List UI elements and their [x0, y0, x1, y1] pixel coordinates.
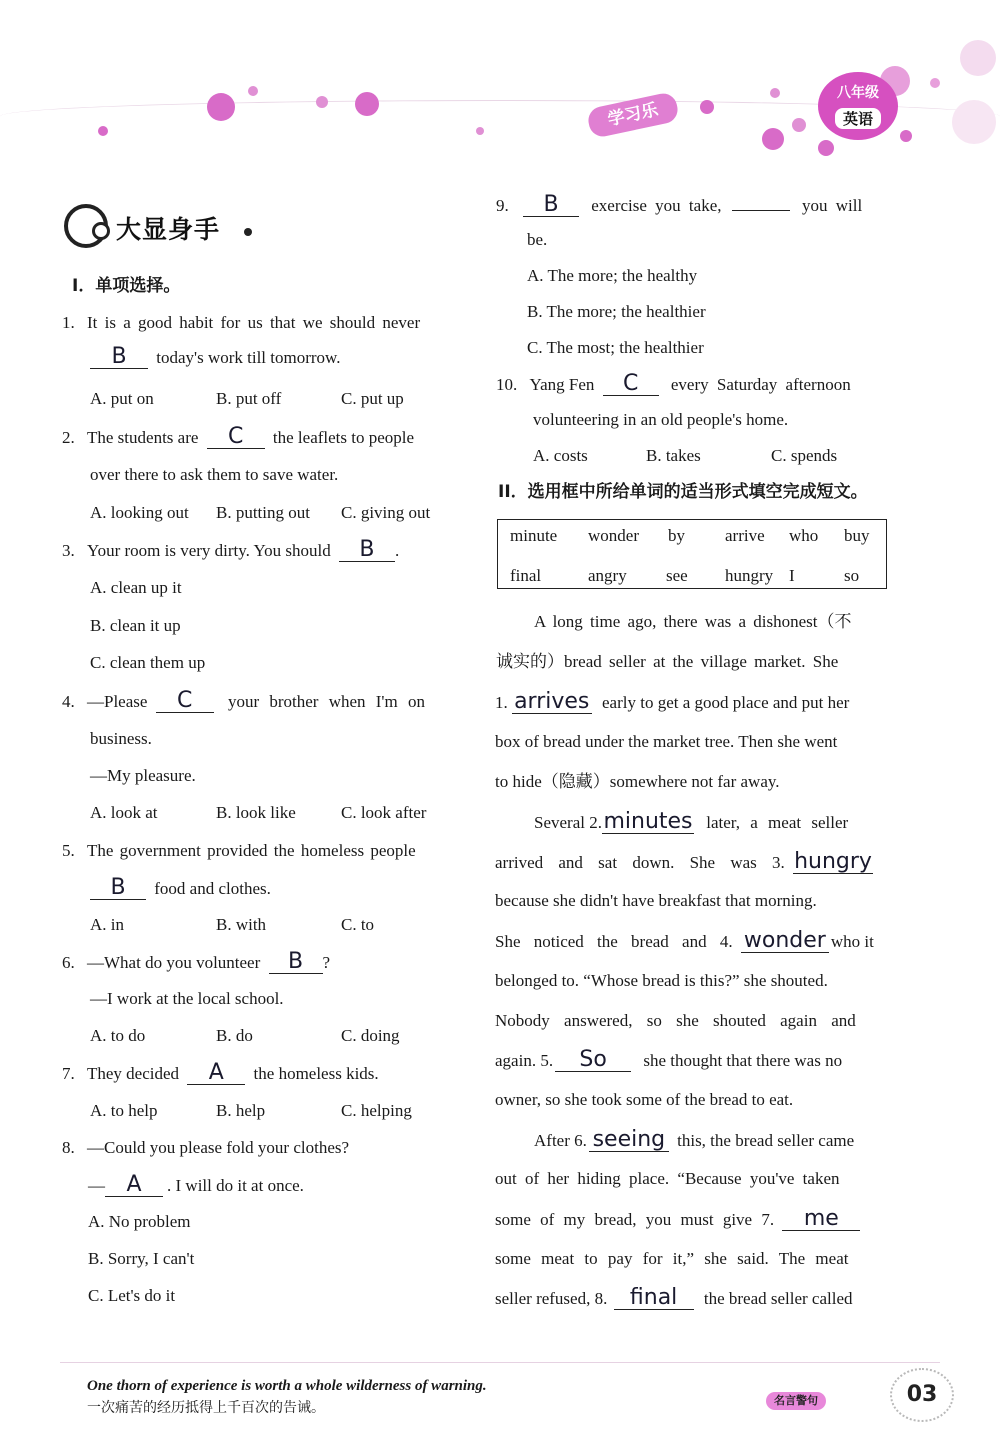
q3-answer-blank [339, 537, 395, 562]
passage-line-3-after: early to get a good place and put her [602, 693, 850, 712]
q4-number: 4. [62, 692, 75, 711]
q9-line2: be. [527, 230, 548, 249]
q3-number: 3. [62, 541, 75, 560]
q3-line1 [62, 537, 400, 562]
q5-option-b: B. with [216, 915, 267, 934]
q10-answer: C [622, 371, 639, 396]
passage-line-16 [495, 1206, 860, 1231]
passage-line-18 [495, 1285, 853, 1310]
footer-quote-cn: 一次痛苦的经历抵得上千百次的告诫。 [87, 1401, 325, 1416]
q7-option-b: B. help [216, 1101, 266, 1120]
q1-line1 [62, 313, 420, 333]
answer-1: arrives [514, 689, 590, 714]
page-number: 03 [906, 1382, 938, 1407]
q5-answer: B [110, 875, 126, 900]
q1-after: today's work till tomorrow. [156, 348, 341, 367]
q10-line1 [496, 371, 851, 396]
q5-number: 5. [62, 841, 75, 860]
q9-second-blank [732, 210, 790, 211]
passage-line-12-after: she thought that there was no [643, 1051, 843, 1070]
q3-after: . [394, 541, 400, 560]
q1-answer-blank [90, 344, 148, 369]
q8-prefix: — [88, 1176, 105, 1195]
decor-dot [762, 128, 784, 150]
q6-line2: —I work at the local school. [90, 989, 284, 1008]
q10-answer-blank [603, 371, 659, 396]
word-hungry: hungry [725, 566, 774, 585]
blank1 [512, 689, 592, 714]
q9-answer: B [543, 192, 559, 217]
blank4 [741, 928, 829, 953]
q8-answer: A [126, 1172, 142, 1197]
q6-answer: B [287, 949, 304, 974]
passage-line-12-before: again. 5. [495, 1051, 554, 1070]
blank5 [555, 1047, 631, 1072]
blank6 [589, 1127, 669, 1152]
q9-option-b: B. The more; the healthier [527, 302, 706, 321]
decor-dot [98, 126, 108, 136]
q8-line2 [88, 1172, 304, 1197]
q2-answer: C [227, 424, 244, 449]
badge-subject: 英语 [835, 108, 881, 129]
q2-answer-blank [207, 424, 265, 449]
q8-option-c: C. Let's do it [88, 1286, 176, 1305]
part2-title: II．选用框中所给单词的适当形式填空完成短文。 [498, 482, 868, 502]
passage-line-6-after: later, a meat seller [706, 813, 849, 832]
q1-option-a: A. put on [90, 389, 154, 408]
q6-before: —What do you volunteer [87, 953, 261, 972]
passage-line-17: some meat to pay for it,” she said. The meat [495, 1249, 849, 1268]
passage-line-14-after: this, the bread seller came [677, 1131, 855, 1150]
blank8 [614, 1285, 694, 1310]
word-final: final [510, 566, 542, 585]
q2-after: the leaflets to people [272, 428, 415, 447]
q5-option-a: A. in [90, 915, 124, 934]
q5-line1 [62, 841, 416, 861]
q10-option-b: B. takes [646, 446, 701, 465]
passage-line-13: owner, so she took some of the bread to eat. [495, 1090, 794, 1109]
q9-option-a: A. The more; the healthy [527, 266, 698, 285]
decor-dot [476, 127, 484, 135]
word-who: who [789, 526, 819, 545]
answer-5: So [579, 1047, 607, 1072]
answer-4: wonder [743, 928, 826, 953]
q6-option-b: B. do [216, 1026, 253, 1045]
word-box [497, 519, 887, 589]
passage-line-9-before: She noticed the bread and 4. [495, 932, 733, 951]
q10-option-c: C. spends [771, 446, 838, 465]
part1-title: I．单项选择。 [72, 276, 181, 296]
q9-after: you will [802, 196, 863, 215]
q1-number: 1. [62, 313, 75, 332]
q9-line1 [496, 192, 863, 217]
q1-line2 [90, 344, 341, 369]
q4-before: —Please [87, 692, 148, 711]
q8-stem: —Could you please fold your clothes? [87, 1138, 350, 1157]
q7-number: 7. [62, 1064, 75, 1083]
q1-option-b: B. put off [216, 389, 282, 408]
q1-stem: It is a good habit for us that we should never [87, 313, 421, 332]
q8-option-a: A. No problem [88, 1212, 191, 1231]
passage-line-7 [495, 849, 873, 874]
q7-answer-blank [187, 1060, 245, 1085]
footer-quote-en: One thorn of experience is worth a whole wilderness of warning. [87, 1378, 487, 1394]
decor-dot [900, 130, 912, 142]
passage-line-4: box of bread under the market tree. Then she went [495, 732, 838, 751]
q4-line3: —My pleasure. [90, 766, 196, 785]
q2-option-b: B. putting out [216, 503, 310, 522]
q8-answer-blank [105, 1172, 163, 1197]
decor-dot [952, 100, 996, 144]
passage-line-18-after: the bread seller called [703, 1289, 853, 1308]
q10-before: Yang Fen [529, 375, 595, 394]
q4-answer: C [177, 688, 193, 713]
q7-after: the homeless kids. [253, 1064, 379, 1083]
word-buy: buy [844, 526, 870, 545]
answer-3: hungry [794, 849, 872, 874]
q5-stem: The government provided the homeless people [87, 841, 416, 860]
q2-line2: over there to ask them to save water. [90, 465, 339, 484]
word-i: I [789, 566, 795, 585]
q6-option-a: A. to do [90, 1026, 146, 1045]
q1-answer: B [111, 344, 127, 369]
heading-circle-icon [92, 222, 110, 240]
q7-option-a: A. to help [90, 1101, 158, 1120]
q2-number: 2. [62, 428, 75, 447]
q7-before: They decided [87, 1064, 180, 1083]
q8-line1 [62, 1138, 349, 1158]
passage-line-18-before: seller refused, 8. [495, 1289, 608, 1308]
q3-before: Your room is very dirty. You should [87, 541, 331, 560]
decor-dot [248, 86, 258, 96]
q4-option-c: C. look after [341, 803, 427, 822]
passage-line-16-before: some of my bread, you must give 7. [495, 1210, 775, 1229]
q5-after: food and clothes. [154, 879, 271, 898]
decor-dot [792, 118, 806, 132]
q10-line2: volunteering in an old people's home. [533, 410, 789, 429]
q4-after: your brother when I'm on [227, 692, 425, 711]
passage-line-9-after: who it [830, 932, 874, 951]
passage-line-7-before: arrived and sat down. She was 3. [495, 853, 785, 872]
blank2 [602, 809, 694, 834]
q7-answer: A [208, 1060, 224, 1085]
q6-after: ? [322, 953, 331, 972]
passage-line-14 [534, 1127, 855, 1152]
decor-dot [207, 93, 235, 121]
word-see: see [666, 566, 688, 585]
q9-answer-blank [523, 192, 579, 217]
q4-option-a: A. look at [90, 803, 158, 822]
passage-line-6 [534, 809, 849, 834]
q2-option-a: A. looking out [90, 503, 189, 522]
passage-line-14-before: After 6. [534, 1131, 587, 1150]
blank7 [782, 1206, 860, 1231]
q6-line1 [62, 949, 331, 974]
footer-tag: 名言警句 [766, 1392, 826, 1410]
q2-before: The students are [87, 428, 199, 447]
passage-line-8: because she didn't have breakfast that morning. [495, 891, 817, 910]
passage-line-9 [495, 928, 874, 953]
answer-2: minutes [603, 809, 693, 834]
section-heading [64, 200, 264, 252]
q5-line2 [90, 875, 271, 900]
q8-after: . I will do it at once. [167, 1176, 304, 1195]
q8-number: 8. [62, 1138, 75, 1157]
q9-mid: exercise you take, [591, 196, 722, 215]
decor-dot [700, 100, 714, 114]
decor-dot [960, 40, 996, 76]
q4-option-b: B. look like [216, 803, 296, 822]
q8-option-b: B. Sorry, I can't [88, 1249, 195, 1268]
word-wonder: wonder [588, 526, 639, 545]
passage-line-11: Nobody answered, so she shouted again and [495, 1011, 856, 1030]
passage-line-3 [495, 689, 850, 714]
passage-line-2: 诚实的）bread seller at the village market. She [496, 652, 839, 671]
q6-answer-blank [269, 949, 323, 974]
q3-option-b: B. clean it up [90, 616, 181, 635]
q1-option-c: C. put up [341, 389, 404, 408]
passage-line-10: belonged to. “Whose bread is this?” she shouted. [495, 971, 828, 990]
q6-option-c: C. doing [341, 1026, 400, 1045]
decor-dot [770, 88, 780, 98]
word-angry: angry [588, 566, 627, 585]
decor-dot [930, 78, 940, 88]
q7-option-c: C. helping [341, 1101, 412, 1120]
q9-number: 9. [496, 196, 509, 215]
word-by: by [668, 526, 685, 545]
word-arrive: arrive [725, 526, 765, 545]
page-number-badge [890, 1368, 954, 1422]
q3-option-a: A. clean up it [90, 578, 182, 597]
word-minute: minute [510, 526, 558, 545]
heading-text: 大显身手 [116, 215, 221, 244]
blank3 [793, 849, 873, 874]
blank1-number: 1. [495, 693, 508, 712]
q4-line2: business. [90, 729, 152, 748]
q10-number: 10. [496, 375, 518, 394]
q10-after: every Saturday afternoon [670, 375, 851, 394]
badge-grade: 八年级 [837, 85, 879, 101]
ribbon-label: 学习乐 [586, 91, 680, 139]
header-decoration [0, 0, 1000, 170]
q4-line1 [62, 688, 425, 713]
heading-dot-icon [244, 228, 252, 236]
q7-line1 [62, 1060, 379, 1085]
footer-divider [60, 1362, 940, 1363]
q4-answer-blank [156, 688, 214, 713]
q2-line1 [62, 424, 415, 449]
passage-line-15: out of her hiding place. “Because you've taken [495, 1169, 840, 1188]
decor-dot [818, 140, 834, 156]
word-so: so [844, 566, 860, 585]
q2-option-c: C. giving out [341, 503, 431, 522]
q10-option-a: A. costs [533, 446, 588, 465]
q3-answer: B [359, 537, 375, 562]
decor-dot [316, 96, 328, 108]
decor-dot [355, 92, 379, 116]
answer-7: me [803, 1206, 839, 1231]
passage-line-12 [495, 1047, 843, 1072]
passage-line-1: A long time ago, there was a dishonest（不 [534, 612, 852, 631]
q5-option-c: C. to [341, 915, 375, 934]
grade-badge [818, 72, 898, 140]
passage-line-6-before: Several 2. [534, 813, 602, 832]
q9-option-c: C. The most; the healthier [527, 338, 704, 357]
passage-line-5: to hide（隐藏）somewhere not far away. [495, 772, 780, 791]
q6-number: 6. [62, 953, 75, 972]
answer-6: seeing [592, 1127, 666, 1152]
q5-answer-blank [90, 875, 146, 900]
q3-option-c: C. clean them up [90, 653, 206, 672]
answer-8: final [629, 1285, 678, 1310]
